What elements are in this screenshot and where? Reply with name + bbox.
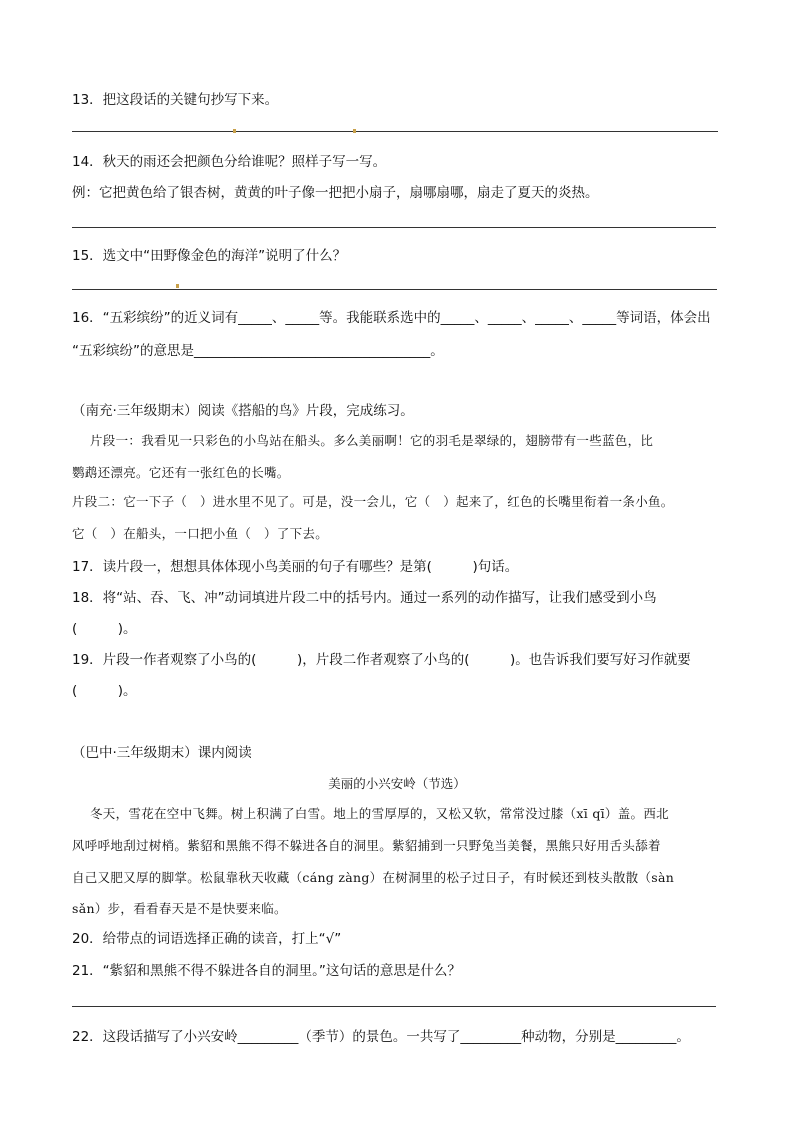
- stray-mark: [233, 129, 236, 133]
- stray-mark: [176, 284, 179, 288]
- section-header-bazhong: （巴中·三年级期末）课内阅读: [72, 745, 252, 761]
- question-17: 17．读片段一，想想具体体现小鸟美丽的句子有哪些？是第( )句话。: [72, 559, 519, 575]
- question-15: 15．选文中“田野像金色的海洋”说明了什么？: [72, 248, 347, 264]
- question-13: 13．把这段话的关键句抄写下来。: [72, 92, 279, 108]
- section-header-nanchong: （南充·三年级期末）阅读《搭船的鸟》片段，完成练习。: [72, 403, 414, 419]
- passage-line4: sǎn）步，看看春天是不是快要来临。: [72, 901, 287, 916]
- passage-2-line1: 片段二：它一下子（ ）进水里不见了。可是，没一会儿，它（ ）起来了，红色的长嘴里衔着一条小鱼。: [72, 494, 674, 509]
- passage-2-line2: 它（ ）在船头，一口把小鱼（ ）了下去。: [72, 526, 329, 541]
- passage-1-line2: 鹦鹉还漂亮。它还有一张红色的长嘴。: [72, 465, 290, 480]
- answer-line: [72, 227, 716, 228]
- question-20: 20．给带点的词语选择正确的读音，打上“√”: [72, 931, 342, 947]
- question-18-line2: ( )。: [72, 621, 137, 637]
- question-19-line1: 19．片段一作者观察了小鸟的( )，片段二作者观察了小鸟的( )。也告诉我们要写好习作就要: [72, 652, 691, 668]
- answer-line: [72, 1006, 716, 1007]
- question-14-example: 例：它把黄色给了银杏树，黄黄的叶子像一把把小扇子，扇哪扇哪，扇走了夏天的炎热。: [72, 185, 599, 201]
- passage-line3: 自己又肥又厚的脚掌。松鼠靠秋天收藏（cáng zàng）在树洞里的松子过日子，有时候还到枝头散散（sàn: [72, 870, 675, 885]
- question-19-line2: ( )。: [72, 683, 137, 699]
- passage-title: 美丽的小兴安岭（节选）: [328, 776, 466, 791]
- answer-line: [72, 131, 718, 132]
- passage-line2: 风呼呼地刮过树梢。紫貂和黑熊不得不躲进各自的洞里。紫貂捕到一只野兔当美餐，黑熊只好用舌头舔着: [72, 838, 661, 853]
- question-14: 14．秋天的雨还会把颜色分给谁呢？照样子写一写。: [72, 154, 387, 170]
- question-22: 22．这段话描写了小兴安岭_________（季节）的景色。一共写了_________种动物，分别是_________。: [72, 1029, 690, 1045]
- question-16-line1: 16．“五彩缤纷”的近义词有_____、_____等。我能联系选中的_____、_____、_____、_____等词语，体会出: [72, 310, 711, 326]
- question-16-line2: “五彩缤纷”的意思是___________________________________。: [72, 343, 444, 359]
- passage-1-line1: 片段一：我看见一只彩色的小鸟站在船头。多么美丽啊！它的羽毛是翠绿的，翅膀带有一些蓝色，比: [90, 433, 654, 448]
- question-21: 21．“紫貂和黑熊不得不躲进各自的洞里。”这句话的意思是什么？: [72, 963, 461, 979]
- question-18-line1: 18．将“站、吞、飞、冲”动词填进片段二中的括号内。通过一系列的动作描写，让我们感受到小鸟: [72, 590, 657, 606]
- passage-line1: 冬天，雪花在空中飞舞。树上积满了白雪。地上的雪厚厚的，又松又软，常常没过膝（xī qī）盖。西北: [90, 806, 669, 821]
- stray-mark: [353, 129, 356, 133]
- answer-line: [72, 289, 717, 290]
